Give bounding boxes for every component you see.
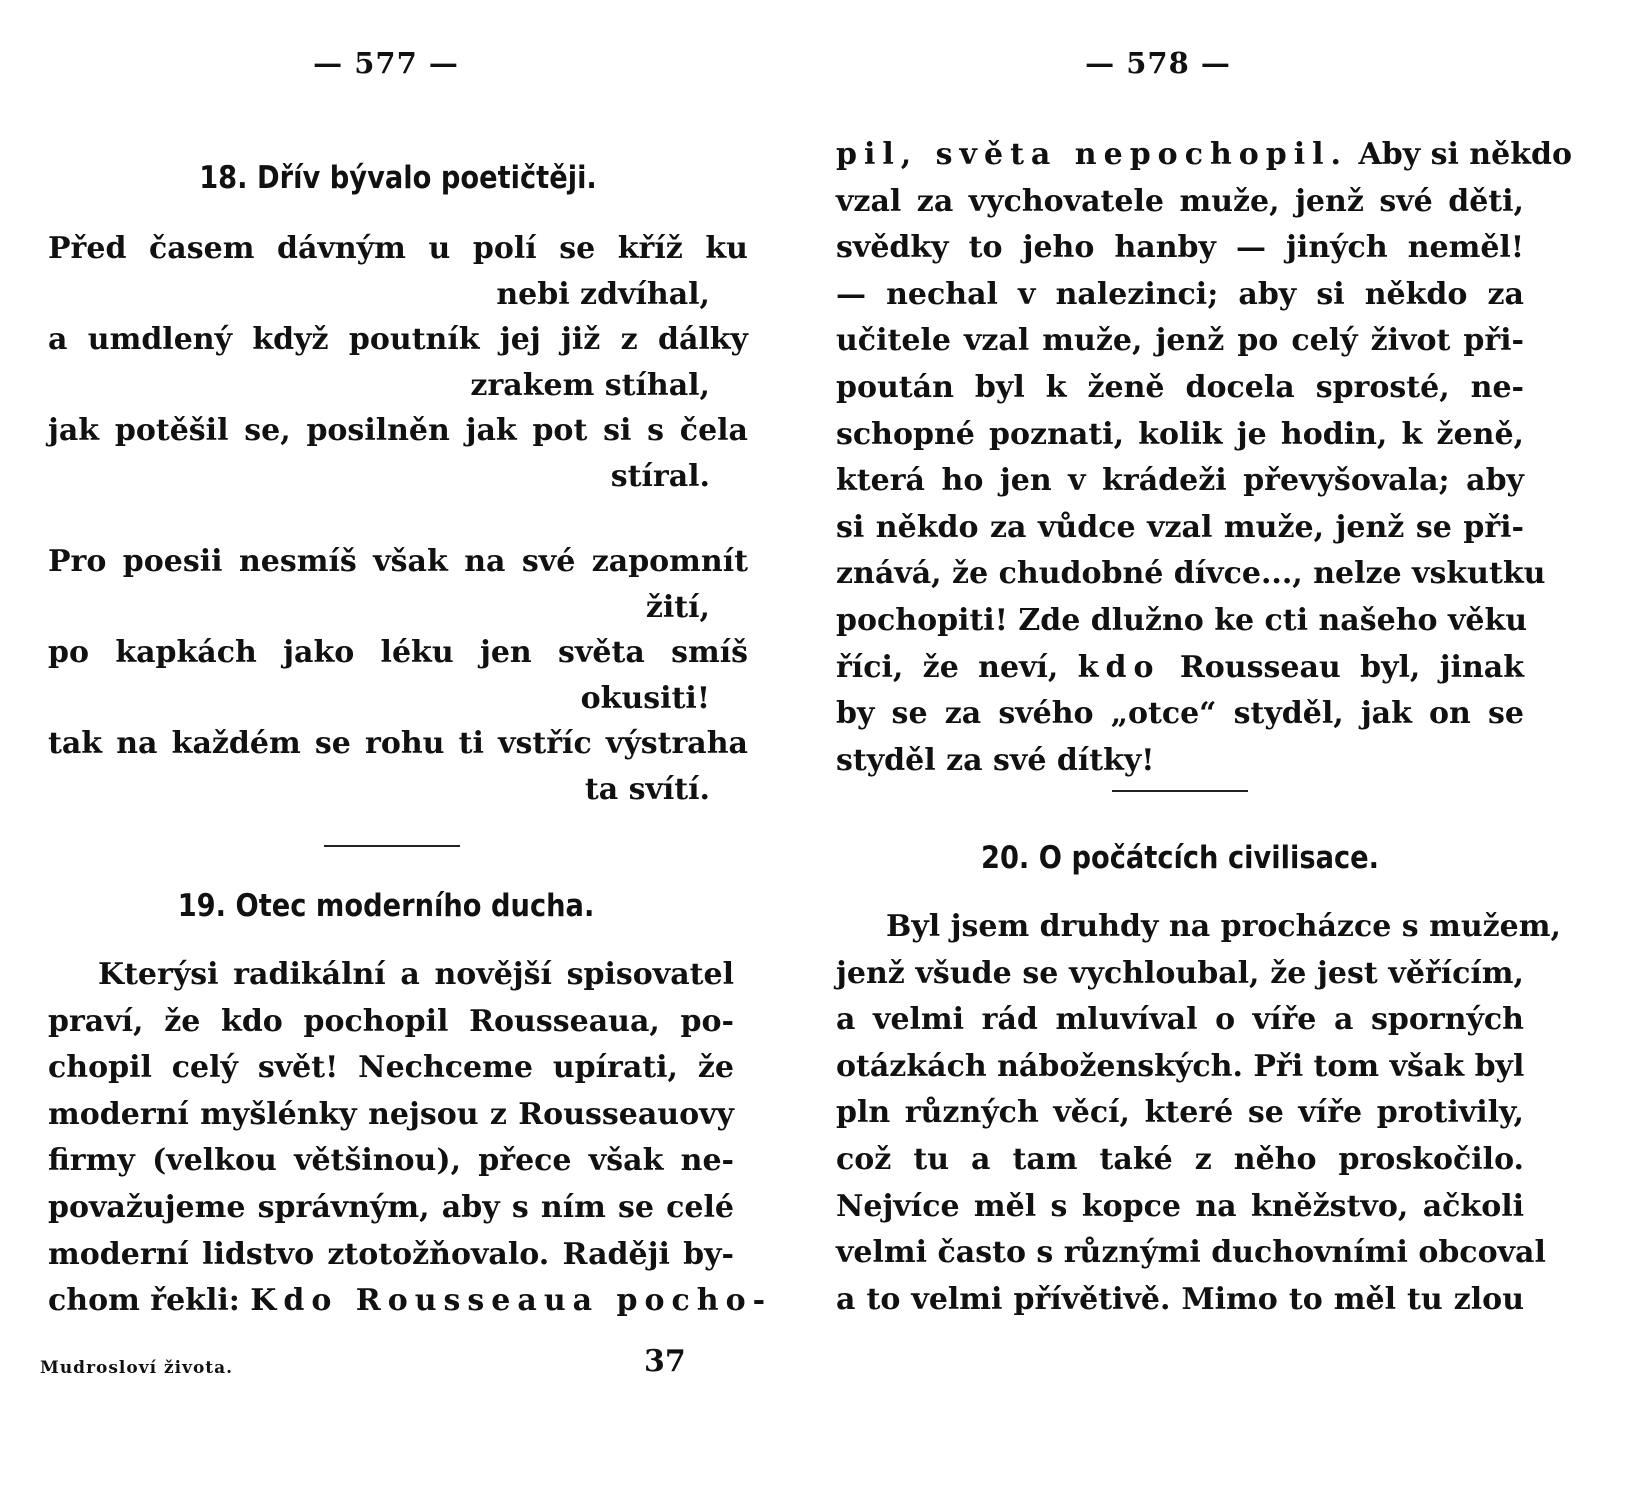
- text-line: firmy (velkou většinou), přece však ne-: [48, 1143, 734, 1179]
- text-line: což tu a tam také z něho proskočilo.: [836, 1141, 1524, 1177]
- text-line: by se za svého „otce“ styděl, jak on se: [836, 696, 1524, 732]
- section-20-heading: 20. O počátcích civilisace.: [980, 840, 1380, 876]
- verse-continuation: nebi zdvíhal,: [496, 276, 710, 312]
- section-18-heading: 18. Dřív bývalo poetičtěji.: [199, 160, 597, 196]
- left-page: [40, 0, 773, 1500]
- verse: [48, 539, 748, 630]
- verse-first: Pro poesii nesmíš však na své zapomnít: [48, 544, 748, 579]
- verse-continuation: zrakem stíhal,: [470, 367, 710, 403]
- verse-continuation: žití,: [645, 589, 710, 625]
- section-divider: [324, 845, 460, 847]
- text-line: znává, že chudobné dívce..., nelze vskutku: [836, 556, 1546, 592]
- text-fragment: Rousseau byl, jinak: [1160, 649, 1524, 685]
- text-line: praví, že kdo pochopil Rousseaua, po-: [48, 1003, 734, 1039]
- right-page: [836, 0, 1596, 1500]
- verse: [48, 226, 748, 317]
- section-divider: [1112, 790, 1248, 792]
- text-line: považujeme správným, aby s ním se celé: [48, 1189, 734, 1225]
- text-fragment: Aby si někdo: [1348, 137, 1572, 172]
- verse-first: a umdlený když poutník jej již z dálky: [48, 322, 748, 357]
- emphasized-text: Kdo Rousseaua pocho-: [250, 1283, 773, 1319]
- verse: [48, 317, 748, 408]
- verse-first: tak na každém se rohu ti vstříc výstraha: [48, 726, 748, 761]
- page-number-left: — 577 —: [313, 46, 459, 80]
- text-line: která ho jen v krádeži převyšovala; aby: [836, 463, 1524, 499]
- stanza-1: [48, 226, 748, 499]
- text-line: styděl za své dítky!: [836, 742, 1155, 778]
- text-line: [48, 1278, 773, 1325]
- book-title-footer: Mudrosloví života.: [40, 1358, 234, 1378]
- section-19-heading: 19. Otec moderního ducha.: [177, 888, 595, 924]
- text-line: [836, 645, 1524, 692]
- emphasized-text: kdo: [1077, 649, 1161, 685]
- text-line: a to velmi přívětivě. Mimo to měl tu zlou: [836, 1281, 1524, 1317]
- verse: [48, 721, 748, 812]
- section-19-body: [48, 952, 773, 1325]
- text-line: si někdo za vůdce vzal muže, jenž se při-: [836, 509, 1524, 545]
- text-line: jenž všude se vychloubal, že jest věřícím,: [836, 955, 1524, 991]
- text-line: poután byl k ženě docela sprosté, ne-: [836, 369, 1524, 405]
- text-line: — nechal v nalezinci; aby si někdo za: [836, 276, 1524, 312]
- stanza-2: [48, 539, 748, 812]
- text-line: a velmi rád mluvíval o víře a sporných: [836, 1002, 1524, 1038]
- verse: [48, 630, 748, 721]
- verse-first: Před časem dávným u polí se kříž ku: [48, 231, 748, 266]
- text-line: Nejvíce měl s kopce na kněžstvo, ačkoli: [836, 1188, 1524, 1224]
- text-line: velmi často s různými duchovními obcoval: [836, 1235, 1546, 1271]
- text-line: učitele vzal muže, jenž po celý život při-: [836, 323, 1524, 359]
- verse-continuation: ta svítí.: [584, 771, 710, 807]
- emphasized-text: pil, světa nepochopil.: [836, 137, 1348, 172]
- page-number-right: — 578 —: [1085, 46, 1231, 80]
- continuation-body: [836, 132, 1572, 784]
- text-line: svědky to jeho hanby — jiných neměl!: [836, 230, 1524, 266]
- verse-continuation: stíral.: [610, 458, 710, 494]
- text-fragment: chom řekli:: [48, 1283, 251, 1319]
- text-line: [836, 132, 1572, 179]
- text-line: Byl jsem druhdy na procházce s mužem,: [886, 909, 1561, 944]
- verse-first: po kapkách jako léku jen světa smíš: [48, 635, 748, 670]
- text-line: otázkách náboženských. Při tom však byl: [836, 1048, 1525, 1084]
- section-20-body: [836, 904, 1561, 1323]
- text-line: vzal za vychovatele muže, jenž své děti,: [836, 183, 1524, 219]
- text-line: Kterýsi radikální a novější spisovatel: [98, 957, 734, 992]
- verse-first: jak potěšil se, posilněn jak pot si s čela: [48, 413, 748, 448]
- text-line: moderní myšlénky nejsou z Rousseauovy: [48, 1096, 734, 1132]
- text-line: pochopiti! Zde dlužno ke cti našeho věku: [836, 602, 1528, 638]
- text-fragment: říci, že neví,: [836, 649, 1078, 685]
- verse: [48, 408, 748, 499]
- signature-mark: 37: [644, 1344, 686, 1379]
- text-line: pln různých věcí, které se víře protivily,: [836, 1095, 1524, 1131]
- poem-section-18: [48, 226, 748, 852]
- text-line: moderní lidstvo ztotožňovalo. Raději by-: [48, 1236, 734, 1272]
- text-line: chopil celý svět! Nechceme upírati, že: [48, 1050, 734, 1086]
- verse-continuation: okusiti!: [580, 680, 710, 716]
- text-line: schopné poznati, kolik je hodin, k ženě,: [836, 416, 1524, 452]
